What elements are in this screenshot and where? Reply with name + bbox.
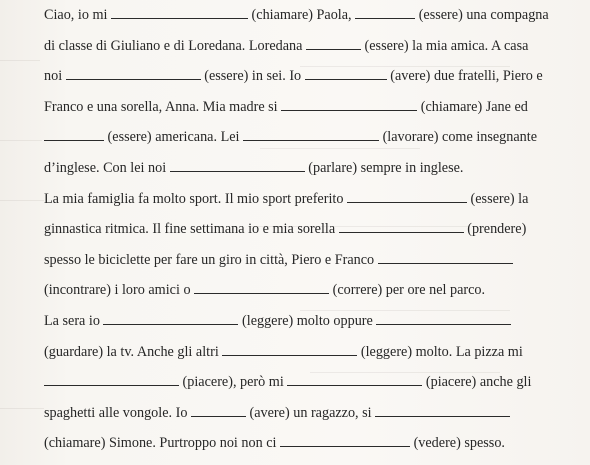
fill-in-blank[interactable] [222, 342, 357, 356]
line-text: (avere) due fratelli, Piero e [386, 68, 543, 85]
fill-in-blank[interactable] [111, 5, 248, 19]
exercise-line-4 [44, 96, 584, 118]
exercise-line-5 [44, 126, 584, 148]
fill-in-blank[interactable] [347, 189, 467, 203]
fill-in-blank[interactable] [287, 372, 422, 386]
line-text: Franco e una sorella, Anna. Mia madre si [44, 98, 282, 115]
exercise-line-8 [44, 218, 584, 240]
line-text: (lavorare) come insegnante [379, 129, 537, 146]
fill-in-blank[interactable] [44, 127, 104, 141]
fill-in-blank[interactable] [378, 250, 513, 264]
exercise-line-12 [44, 341, 584, 363]
line-text: (chiamare) Paola, [248, 7, 356, 23]
line-text: (leggere) molto oppure [238, 313, 377, 329]
line-text: ginnastica ritmica. Il fine settimana io e mia sorella [44, 221, 339, 238]
exercise-line-7 [44, 188, 584, 210]
fill-in-blank[interactable] [103, 311, 238, 325]
exercise-line-13 [44, 371, 584, 393]
exercise-line-6 [44, 157, 584, 179]
fill-in-blank[interactable] [243, 127, 379, 141]
line-text: (incontrare) i loro amici o [44, 282, 195, 299]
line-text: (essere) la mia amica. A casa [360, 37, 529, 54]
line-text: (prendere) [463, 221, 527, 238]
line-text: d’inglese. Con lei noi [44, 160, 170, 176]
line-text: La mia famiglia fa molto sport. Il mio sport preferito [44, 190, 347, 207]
fill-in-blank[interactable] [170, 158, 305, 172]
fill-in-blank[interactable] [306, 36, 361, 50]
line-text: (piacere), però mi [179, 374, 288, 391]
line-text: La sera io [44, 313, 104, 329]
line-text: di classe di Giuliano e di Loredana. Loredana [44, 37, 306, 54]
fill-in-blank[interactable] [194, 280, 329, 294]
line-text: (guardare) la tv. Anche gli altri [44, 343, 223, 360]
line-text: spaghetti alle vongole. Io [44, 404, 191, 421]
line-text: (piacere) anche gli [422, 374, 532, 391]
line-text: (essere) americana. Lei [104, 129, 244, 146]
fill-in-blank[interactable] [376, 311, 511, 325]
line-text: (correre) per ore nel parco. [329, 282, 486, 299]
exercise-line-10 [44, 279, 584, 301]
fill-in-blank[interactable] [66, 66, 201, 80]
fill-in-blank[interactable] [191, 403, 246, 417]
line-text: (chiamare) Jane ed [417, 98, 528, 115]
line-text: (essere) la [466, 190, 529, 207]
exercise-line-11 [44, 310, 584, 332]
fill-in-blank[interactable] [339, 219, 464, 233]
fill-in-blank[interactable] [281, 97, 417, 111]
line-text: spesso le biciclette per fare un giro in città, Piero e Franco [44, 251, 378, 268]
fill-in-blank[interactable] [355, 5, 415, 19]
line-text: (vedere) spesso. [410, 435, 505, 452]
exercise-line-3 [44, 65, 584, 87]
exercise-line-15 [44, 432, 584, 454]
exercise-line-2 [44, 35, 584, 57]
line-text: (avere) un ragazzo, si [245, 404, 376, 421]
line-text: (leggere) molto. La pizza mi [357, 343, 523, 360]
line-text: Ciao, io mi [44, 7, 111, 23]
exercise-line-14 [44, 402, 584, 424]
line-text: noi [44, 68, 66, 85]
line-text: (essere) in sei. Io [200, 68, 305, 85]
fill-in-blank[interactable] [375, 403, 510, 417]
line-text: (parlare) sempre in inglese. [304, 160, 464, 176]
line-text: (chiamare) Simone. Purtroppo noi non ci [44, 435, 281, 452]
exercise-line-1 [44, 4, 584, 26]
fill-in-blank[interactable] [305, 66, 387, 80]
fill-in-blank[interactable] [280, 433, 410, 447]
line-text: (essere) una compagna [415, 7, 549, 23]
fill-in-blank[interactable] [44, 372, 179, 386]
exercise-line-9 [44, 249, 584, 271]
